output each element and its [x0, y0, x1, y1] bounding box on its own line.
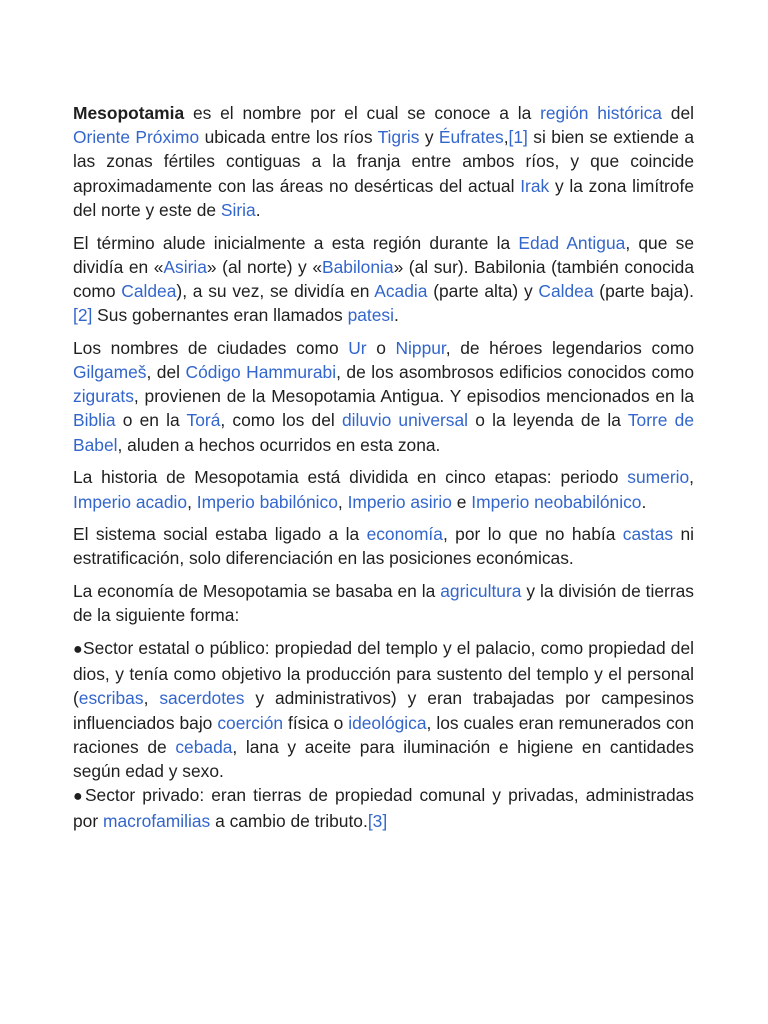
text-run: , que se dividía en « — [73, 232, 695, 277]
text-run: La historia de Mesopotamia está dividida en cinco etapas: periodo — [73, 467, 628, 488]
text-run: física o — [283, 712, 349, 733]
wiki-link[interactable]: sacerdotes — [159, 688, 245, 709]
paragraph — [73, 579, 694, 627]
wiki-link[interactable]: Imperio babilónico — [196, 491, 338, 512]
text-run: , aluden a hechos ocurridos en esta zona. — [117, 434, 441, 455]
wiki-link[interactable]: Código Hammurabi — [185, 362, 337, 383]
wiki-link[interactable]: Torre de Babel — [73, 410, 695, 455]
wiki-link[interactable]: ideológica — [348, 712, 427, 733]
text-run: y la división de tierras de la siguiente forma: — [73, 581, 694, 626]
wiki-link[interactable]: agricultura — [440, 581, 522, 602]
article-term: Mesopotamia — [73, 103, 185, 123]
text-run: El sistema social estaba ligado a la — [73, 524, 367, 545]
text-run: , por lo que no había — [442, 524, 623, 545]
wiki-link[interactable]: macrofamilias — [102, 811, 211, 832]
text-run: , provienen de la Mesopotamia Antigua. Y episodios mencionados en la — [133, 386, 694, 407]
wiki-link[interactable]: sumerio — [627, 467, 690, 488]
text-run: (parte alta) y — [427, 280, 539, 301]
paragraph — [73, 465, 694, 513]
paragraph — [73, 231, 694, 328]
text-run: Sector privado: eran tierras de propiedad comunal y privadas, administradas por — [73, 785, 694, 832]
text-run: a cambio de tributo. — [210, 811, 368, 832]
text-run: , de los asombrosos edificios conocidos como — [336, 362, 694, 383]
text-run: , — [337, 491, 348, 512]
text-run: Sus gobernantes eran llamados — [92, 305, 348, 326]
text-run: (parte baja). — [593, 280, 694, 301]
text-run: o la leyenda de la — [468, 410, 628, 431]
wiki-link[interactable]: castas — [622, 524, 674, 545]
text-run: Los nombres de ciudades como — [73, 337, 349, 358]
text-run: La economía de Mesopotamia se basaba en la — [73, 581, 441, 602]
text-run: Sector estatal o público: propiedad del templo y el palacio, como propiedad del dios, y tenía como objetivo la producción para sustento del templo y el personal ( — [73, 638, 694, 709]
text-run: o en la — [115, 410, 187, 431]
document-page — [73, 101, 694, 842]
text-run: , como los del — [220, 410, 342, 431]
wiki-link[interactable]: Tigris — [377, 127, 420, 148]
wiki-link[interactable]: Imperio asirio — [347, 491, 452, 512]
wiki-link[interactable]: Nippur — [395, 337, 446, 358]
wiki-link[interactable]: Caldea — [121, 280, 177, 301]
wiki-link[interactable]: región histórica — [540, 103, 662, 123]
wiki-link[interactable]: patesi — [347, 305, 394, 326]
wiki-link[interactable]: [1] — [508, 127, 528, 148]
text-run: . — [641, 491, 647, 512]
wiki-link[interactable]: zigurats — [73, 386, 134, 407]
paragraph — [73, 101, 694, 222]
wiki-link[interactable]: [2] — [73, 305, 93, 326]
wiki-link[interactable]: Ur — [348, 337, 367, 358]
text-run: , de héroes legendarios como — [445, 337, 694, 358]
bullet-icon: ● — [73, 788, 85, 806]
wiki-link[interactable]: Biblia — [73, 410, 116, 431]
text-run: , — [187, 491, 197, 512]
paragraph — [73, 783, 694, 833]
text-run: y administrativos) y eran trabajadas por campesinos influenciados bajo — [73, 688, 694, 733]
text-run: » (al sur). Babilonia (también conocida como — [73, 256, 695, 301]
text-run: , — [503, 127, 509, 148]
wiki-link[interactable]: Oriente Próximo — [73, 127, 200, 148]
wiki-link[interactable]: Babilonia — [322, 256, 394, 277]
wiki-link[interactable]: Siria — [220, 199, 256, 220]
text-run: . — [255, 199, 261, 220]
text-run: , — [143, 688, 160, 709]
paragraph — [73, 336, 694, 457]
wiki-link[interactable]: coerción — [217, 712, 284, 733]
wiki-link[interactable]: Imperio neobabilónico — [471, 491, 642, 512]
text-run: El término alude inicialmente a esta región durante la — [73, 232, 519, 253]
text-run: y la zona limítrofe del norte y este de — [73, 175, 694, 220]
text-run: o — [366, 337, 396, 358]
text-run: del — [661, 103, 694, 123]
wiki-link[interactable]: cebada — [175, 736, 233, 757]
text-run: , lana y aceite para iluminación e higiene en cantidades según edad y sexo. — [73, 736, 694, 782]
wiki-link[interactable]: escribas — [78, 688, 144, 709]
wiki-link[interactable]: Imperio acadio — [73, 491, 188, 512]
text-run: , los cuales eran remunerados con raciones de — [73, 712, 694, 757]
wiki-link[interactable]: Asiria — [163, 256, 207, 277]
wiki-link[interactable]: Edad Antigua — [518, 232, 626, 253]
text-run: es el nombre por el cual se conoce a la — [184, 103, 541, 123]
wiki-link[interactable]: Gilgameš — [73, 362, 147, 383]
wiki-link[interactable]: economía — [366, 524, 443, 545]
text-run: y — [419, 127, 439, 148]
wiki-link[interactable]: Éufrates — [438, 127, 504, 148]
wiki-link[interactable]: Acadia — [374, 280, 428, 301]
text-run: , del — [146, 362, 186, 383]
text-run: ni estratificación, solo diferenciación en las posiciones económicas. — [73, 524, 695, 569]
text-run: e — [451, 491, 472, 512]
text-run: , — [689, 467, 694, 488]
text-run: . — [393, 305, 399, 326]
bullet-icon: ● — [73, 641, 83, 659]
wiki-link[interactable]: diluvio universal — [341, 410, 469, 431]
paragraph — [73, 636, 694, 783]
wiki-link[interactable]: Torá — [186, 410, 221, 431]
text-run: si bien se extiende a las zonas fértiles contiguas a la franja entre ambos ríos, y que coincide aproximadamente con las áreas no desérticas del actual — [73, 127, 695, 196]
text-run: » (al norte) y « — [206, 256, 322, 277]
text-run: ), a su vez, se dividía en — [176, 280, 375, 301]
wiki-link[interactable]: [3] — [367, 811, 388, 832]
paragraph — [73, 522, 694, 570]
wiki-link[interactable]: Irak — [520, 175, 550, 196]
text-run: ubicada entre los ríos — [199, 127, 378, 148]
wiki-link[interactable]: Caldea — [538, 280, 594, 301]
